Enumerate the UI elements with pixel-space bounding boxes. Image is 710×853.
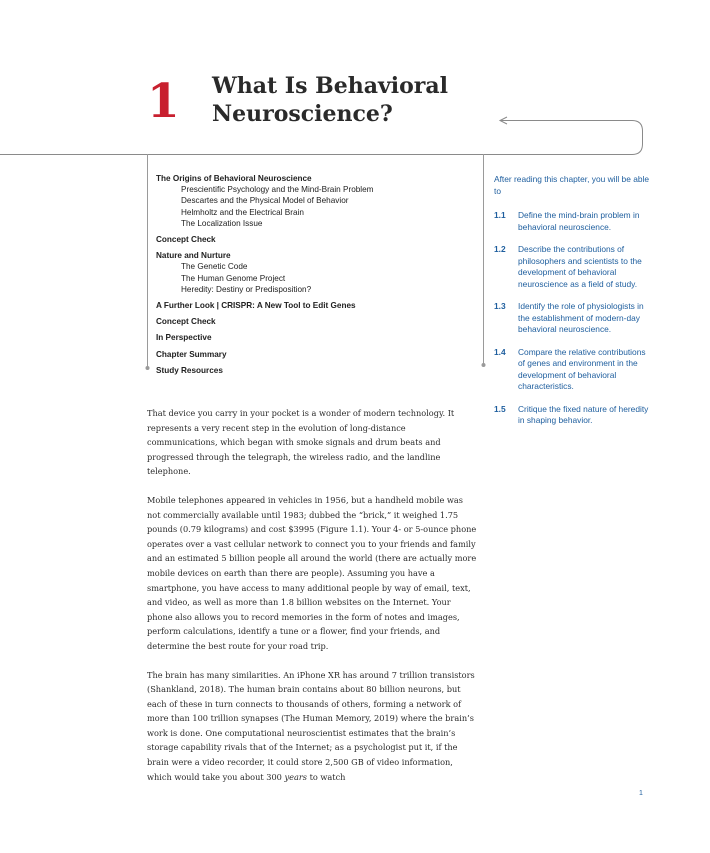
objective-text: Describe the contributions of philosophers and scientists to the development of behavioral neuroscience as a field of study. xyxy=(518,244,642,289)
toc-subsection: Prescientific Psychology and the Mind-Brain Problem xyxy=(181,185,374,195)
toc-section: Concept Check xyxy=(156,235,216,245)
body-paragraph xyxy=(147,668,477,785)
toc-section: Chapter Summary xyxy=(156,349,227,359)
toc-section: Study Resources xyxy=(156,365,223,375)
objective-item xyxy=(494,347,654,393)
toc-section: The Origins of Behavioral Neuroscience xyxy=(156,174,312,183)
toc-divider-dot xyxy=(146,366,150,370)
objective-text: Critique the fixed nature of heredity in shaping behavior. xyxy=(518,403,649,425)
toc-subsection: Descartes and the Physical Model of Behavior xyxy=(181,196,349,206)
body-paragraph: That device you carry in your pocket is a wonder of modern technology. It represents a very recent step in the evolution of long-distance communications, which began with smoke signals and drum beats and progressed through the telegraph, the wireless radio, and the landline telephone. xyxy=(147,408,455,477)
objective-number: 1.5 xyxy=(494,403,506,414)
objective-number: 1.3 xyxy=(494,301,506,311)
learning-objectives xyxy=(494,210,654,438)
chapter-number: 1 xyxy=(147,74,180,129)
toc-section: In Perspective xyxy=(156,333,212,343)
body-paragraph-text: to watch xyxy=(306,771,346,782)
chapter-title-line-2: Neuroscience? xyxy=(212,101,393,127)
objective-item xyxy=(494,404,654,427)
chapter-title-line-1: What Is Behavioral xyxy=(212,73,448,99)
toc-subsection: The Human Genome Project xyxy=(181,273,286,283)
body-text xyxy=(147,406,477,798)
objectives-divider-dot xyxy=(482,363,486,367)
toc-section: Nature and Nurture xyxy=(156,251,231,261)
objectives-intro: After reading this chapter, you will be able to xyxy=(494,174,650,196)
objective-number: 1.2 xyxy=(494,244,506,254)
body-paragraph: Mobile telephones appeared in vehicles in 1956, but a handheld mobile was not commercially available until 1983; dubbed the “brick,” it weighed 1.75 pounds (0.79 kilograms) and cost $3995 (Figure 1.1). Your 4- or 5-ounce phone operates over a vast cellular network to connect you to your friends and family and an estimated 5 billion people all around the world (there are actually more mobile devices on earth than there are people). Assuming you have a smartphone, you have access to many additional people by way of email, text, and video, as well as more than 1.8 billion websites on the Internet. Your phone also allows you to record memories in the form of notes and images, perform calculations, identify a tune or a flower, find your friends, and determine the best route for your road trip. xyxy=(147,494,477,651)
toc-section: A Further Look | CRISPR: A New Tool to Edit Genes xyxy=(156,301,356,311)
page-number: 1 xyxy=(639,790,643,797)
toc-subsection: Helmholtz and the Electrical Brain xyxy=(181,207,304,217)
emphasis-text: years xyxy=(284,771,307,782)
objective-text: Identify the role of physiologists in the establishment of modern-day behavioral neuroscience. xyxy=(518,301,644,334)
chapter-outline xyxy=(156,173,456,376)
chapter-title xyxy=(212,72,448,128)
objective-number: 1.1 xyxy=(494,210,506,220)
toc-subsection: The Localization Issue xyxy=(181,218,263,228)
objective-item xyxy=(494,210,654,233)
objective-text: Define the mind-brain problem in behavioral neuroscience. xyxy=(518,210,640,232)
toc-subsection: The Genetic Code xyxy=(181,262,248,272)
bracket-curve xyxy=(500,121,643,155)
objective-item xyxy=(494,301,654,336)
toc-section: Concept Check xyxy=(156,317,216,327)
objective-number: 1.4 xyxy=(494,346,506,357)
toc-subsection: Heredity: Destiny or Predisposition? xyxy=(181,284,312,294)
objective-item xyxy=(494,244,654,290)
objective-text: Compare the relative contributions of genes and environment in the development of behavioral characteristics. xyxy=(518,346,646,391)
body-paragraph-text: The brain has many similarities. An iPhone XR has around 7 trillion transistors (Shankland, 2018). The human brain contains about 80 billion neurons, but each of these in turn connects to thousands of others, forming a network of more than 100 trillion synapses (The Human Memory, 2019) where the brain’s work is done. One computational neuroscientist estimates that the brain’s storage capability rivals that of the Internet; as a psychologist put it, if the brain were a video recorder, it could store 2,500 GB of video information, which would take you about 300 xyxy=(147,669,475,782)
